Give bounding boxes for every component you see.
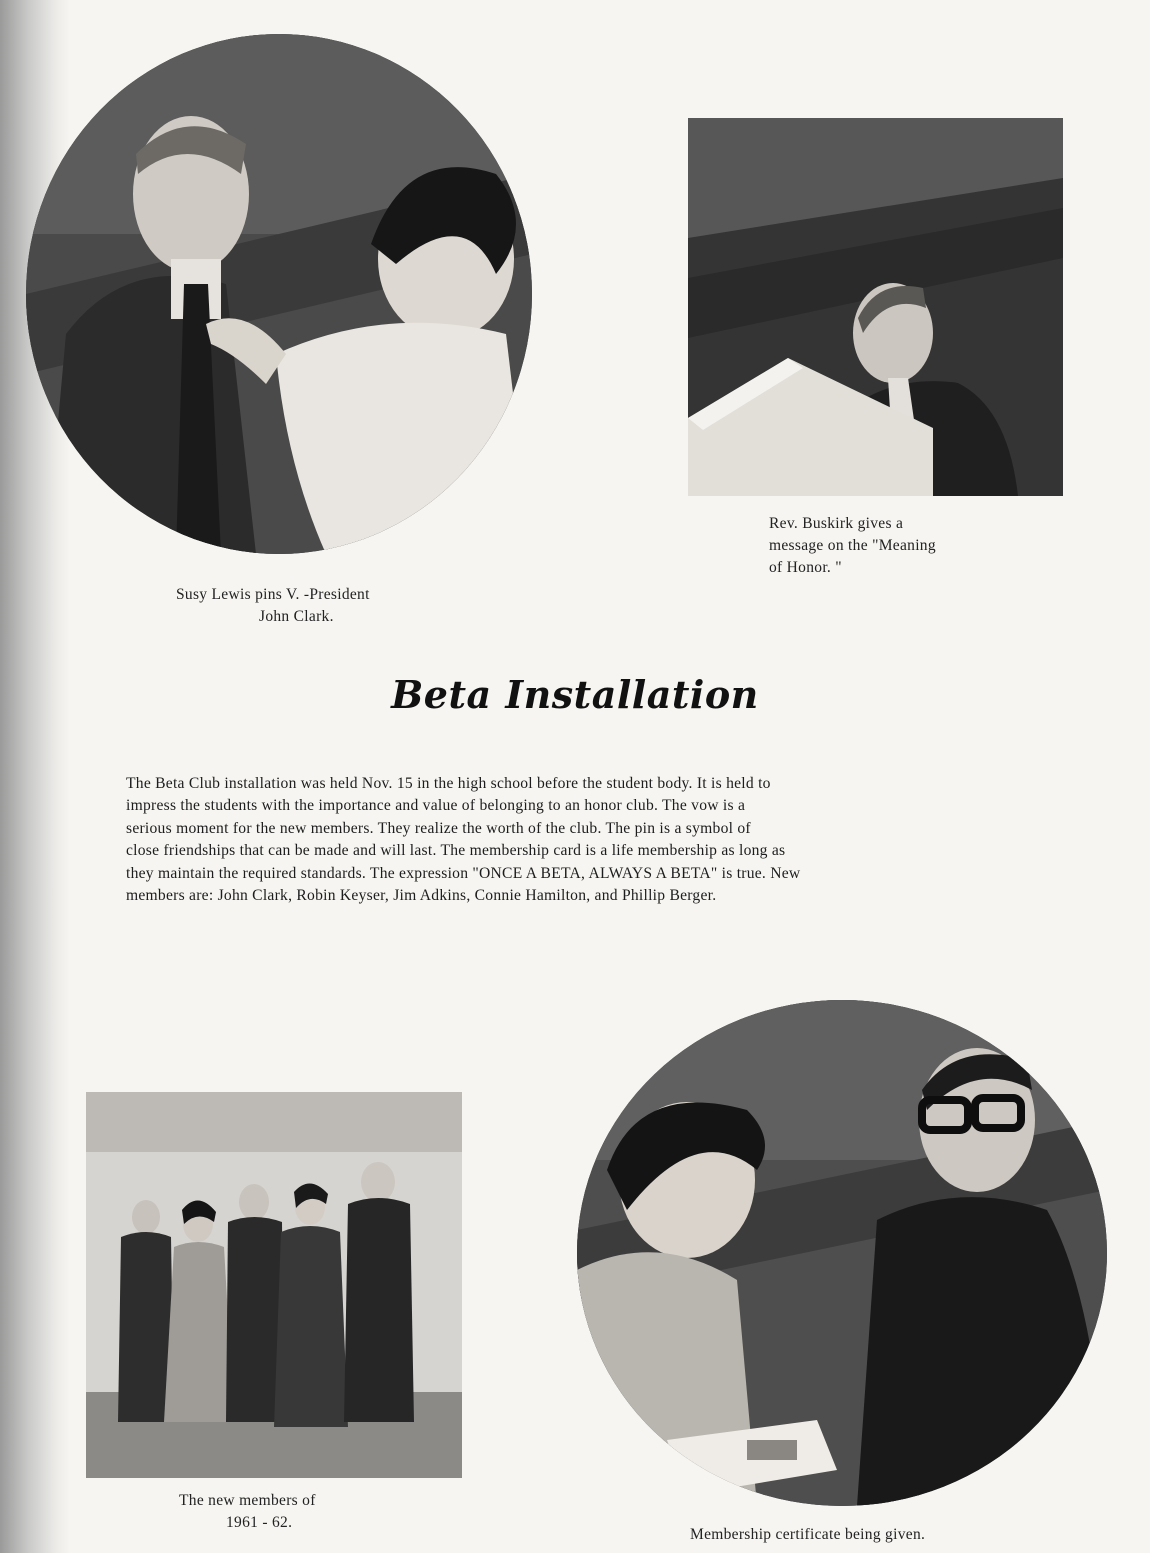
body-line: they maintain the required standards. The expression "ONCE A BETA, ALWAYS A BETA" is true. New — [126, 864, 801, 882]
caption-top-right — [769, 513, 936, 579]
photo-pinning-ceremony — [26, 34, 532, 554]
body-line: close friendships that can be made and will last. The membership card is a life membership as long as — [126, 842, 786, 860]
caption-line: Susy Lewis pins V. -President — [176, 586, 370, 603]
caption-line: 1961 - 62. — [226, 1514, 293, 1531]
photo-new-members-group — [86, 1092, 462, 1478]
photo-rev-buskirk-speaking — [688, 118, 1063, 496]
page-title: Beta Installation — [391, 672, 759, 717]
caption-line: message on the "Meaning — [769, 537, 936, 554]
article-body — [126, 773, 1036, 907]
caption-line: The new members of — [179, 1492, 316, 1509]
caption-bottom-left — [179, 1490, 316, 1534]
caption-line: Membership certificate being given. — [690, 1526, 926, 1543]
caption-line: of Honor. " — [769, 559, 842, 576]
caption-top-left — [176, 584, 370, 628]
body-line: members are: John Clark, Robin Keyser, Jim Adkins, Connie Hamilton, and Phillip Berger. — [126, 887, 717, 905]
caption-line: John Clark. — [259, 608, 334, 625]
caption-bottom-right — [690, 1524, 925, 1546]
photo-membership-certificate — [577, 1000, 1107, 1506]
body-line: serious moment for the new members. They realize the worth of the club. The pin is a symbol of — [126, 819, 751, 837]
body-line: impress the students with the importance and value of belonging to an honor club. The vow is a — [126, 797, 746, 815]
caption-line: Rev. Buskirk gives a — [769, 515, 904, 532]
body-line: The Beta Club installation was held Nov. 15 in the high school before the student body. It is held to — [126, 775, 771, 792]
